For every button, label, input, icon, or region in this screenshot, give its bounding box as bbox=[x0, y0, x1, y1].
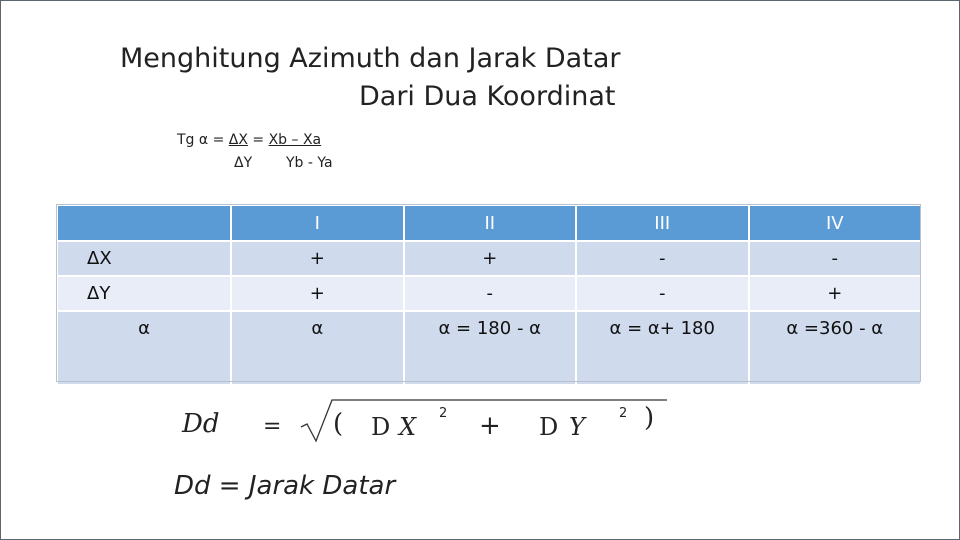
table-header-row bbox=[57, 205, 921, 241]
quadrant-table bbox=[56, 204, 922, 386]
table-header-cell: IV bbox=[749, 205, 922, 241]
table-row bbox=[57, 241, 921, 276]
equation-open-paren: ( bbox=[333, 409, 344, 439]
table-header-cell bbox=[57, 205, 231, 241]
equation-exponent: 2 bbox=[439, 406, 448, 421]
equation-exponent: 2 bbox=[619, 406, 628, 421]
formula-numerator: Xb – Xa bbox=[268, 132, 322, 148]
table-cell: + bbox=[231, 276, 404, 311]
table-cell: α =360 - α bbox=[749, 311, 922, 385]
formula-equals: = bbox=[247, 132, 269, 148]
table-row bbox=[57, 311, 921, 385]
equation-lhs: Dd bbox=[182, 409, 220, 439]
equation-dy-y: Y bbox=[569, 413, 585, 441]
table-header-cell: II bbox=[404, 205, 577, 241]
table-cell: α bbox=[231, 311, 404, 385]
row-label: α bbox=[57, 311, 231, 385]
row-label: ΔY bbox=[57, 276, 231, 311]
formula-denominator: Yb - Ya bbox=[286, 155, 333, 171]
tangent-formula bbox=[177, 132, 321, 148]
slide-subtitle: Dari Dua Koordinat bbox=[359, 81, 616, 112]
row-label: ΔX bbox=[57, 241, 231, 276]
equation-dy-d: D bbox=[539, 413, 559, 441]
definition-text: Dd = Jarak Datar bbox=[174, 471, 396, 501]
equation-plus: + bbox=[479, 411, 501, 441]
equation-equals: = bbox=[263, 414, 282, 439]
formula-delta-x: ΔX bbox=[228, 132, 248, 148]
formula-delta-y: ΔY bbox=[234, 155, 253, 171]
table-cell: α = 180 - α bbox=[404, 311, 577, 385]
formula-lhs: Tg α = bbox=[177, 132, 229, 148]
equation-close-paren: ) bbox=[644, 403, 655, 433]
table-header-cell: III bbox=[576, 205, 749, 241]
table-cell: - bbox=[576, 276, 749, 311]
table-cell: + bbox=[749, 276, 922, 311]
table-cell: - bbox=[576, 241, 749, 276]
table-header-cell: I bbox=[231, 205, 404, 241]
slide-title: Menghitung Azimuth dan Jarak Datar bbox=[120, 43, 621, 74]
equation-dx-d: D bbox=[371, 413, 391, 441]
table-cell: + bbox=[404, 241, 577, 276]
table-cell: - bbox=[404, 276, 577, 311]
equation-dx-x: X bbox=[399, 413, 417, 441]
table-cell: - bbox=[749, 241, 922, 276]
table-cell: + bbox=[231, 241, 404, 276]
table-row bbox=[57, 276, 921, 311]
table-cell: α = α+ 180 bbox=[576, 311, 749, 385]
